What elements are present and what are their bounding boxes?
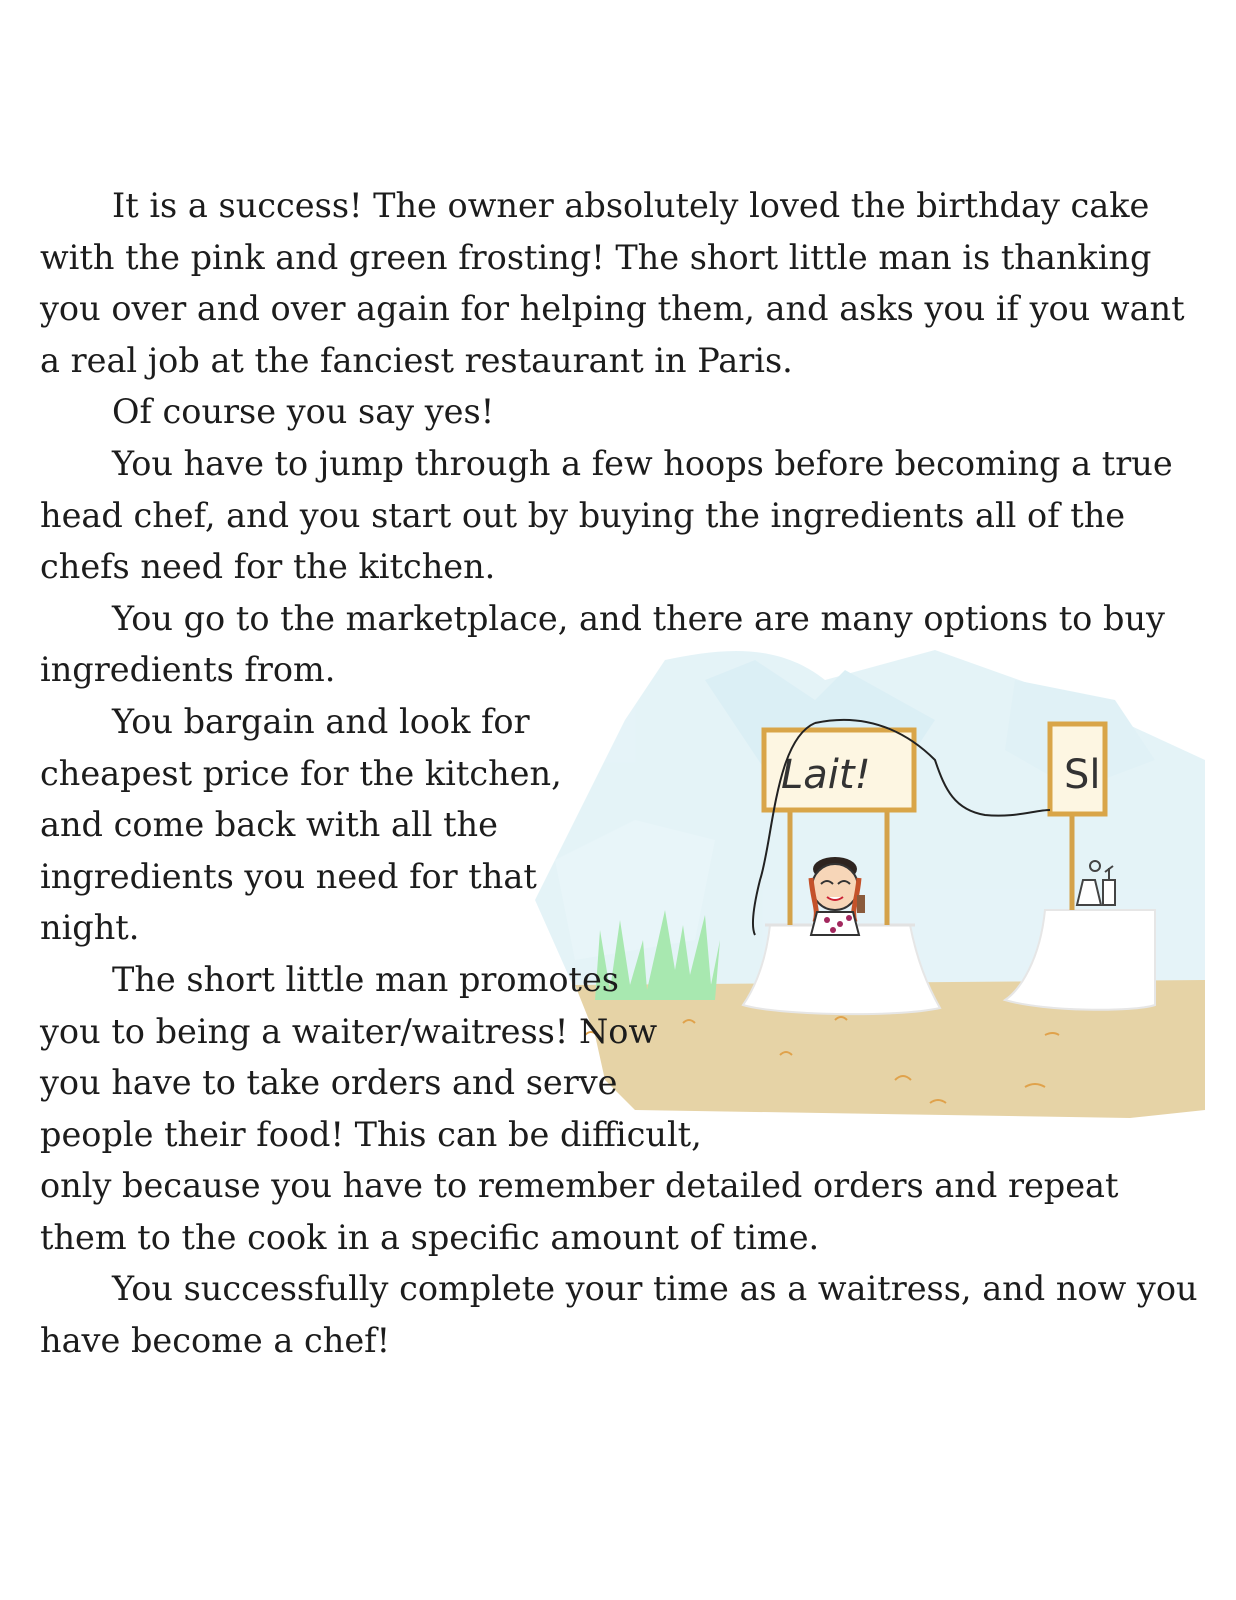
paragraph-line: chefs need for the kitchen. xyxy=(40,547,496,587)
paragraph-line: head chef, and you start out by buying the ingredients all of the xyxy=(40,495,1126,535)
paragraph-line: cheapest price for the kitchen, xyxy=(40,753,562,793)
paragraph-line: Of course you say yes! xyxy=(112,392,495,432)
paragraph-line: night. xyxy=(40,908,140,948)
paragraph-line: ingredients you need for that xyxy=(40,856,537,896)
paragraph-line: people their food! This can be difficult, xyxy=(40,1114,702,1154)
paragraph-line: You go to the marketplace, and there are many options to buy xyxy=(112,598,1165,638)
paragraph-line: them to the cook in a specific amount of time. xyxy=(40,1217,820,1257)
paragraph-line: and come back with all the xyxy=(40,805,498,845)
paragraph-line: you have to take orders and serve xyxy=(40,1063,618,1103)
paragraph-line: The short little man promotes xyxy=(112,959,619,999)
paragraph-line: It is a success! The owner absolutely loved the birthday cake xyxy=(112,186,1150,225)
paragraph-line: You successfully complete your time as a waitress, and now you xyxy=(112,1269,1198,1309)
paragraph-line: have become a chef! xyxy=(40,1321,391,1361)
paragraph-line: you over and over again for helping them, and asks you if you want xyxy=(40,289,1185,329)
paragraph-line: you to being a waiter/waitress! Now xyxy=(40,1011,658,1051)
story-text xyxy=(40,180,1198,1367)
paragraph-line: a real job at the fanciest restaurant in Paris. xyxy=(40,340,793,380)
paragraph-line: only because you have to remember detailed orders and repeat xyxy=(40,1166,1119,1206)
sign-right-text: Sl xyxy=(1064,752,1101,798)
paragraph-line: ingredients from. xyxy=(40,650,336,690)
sign-left-text: Lait! xyxy=(781,752,871,798)
paragraph-line: with the pink and green frosting! The short little man is thanking xyxy=(40,237,1152,277)
paragraph-line: You have to jump through a few hoops before becoming a true xyxy=(112,443,1173,483)
paragraph-line: You bargain and look for xyxy=(112,701,530,741)
